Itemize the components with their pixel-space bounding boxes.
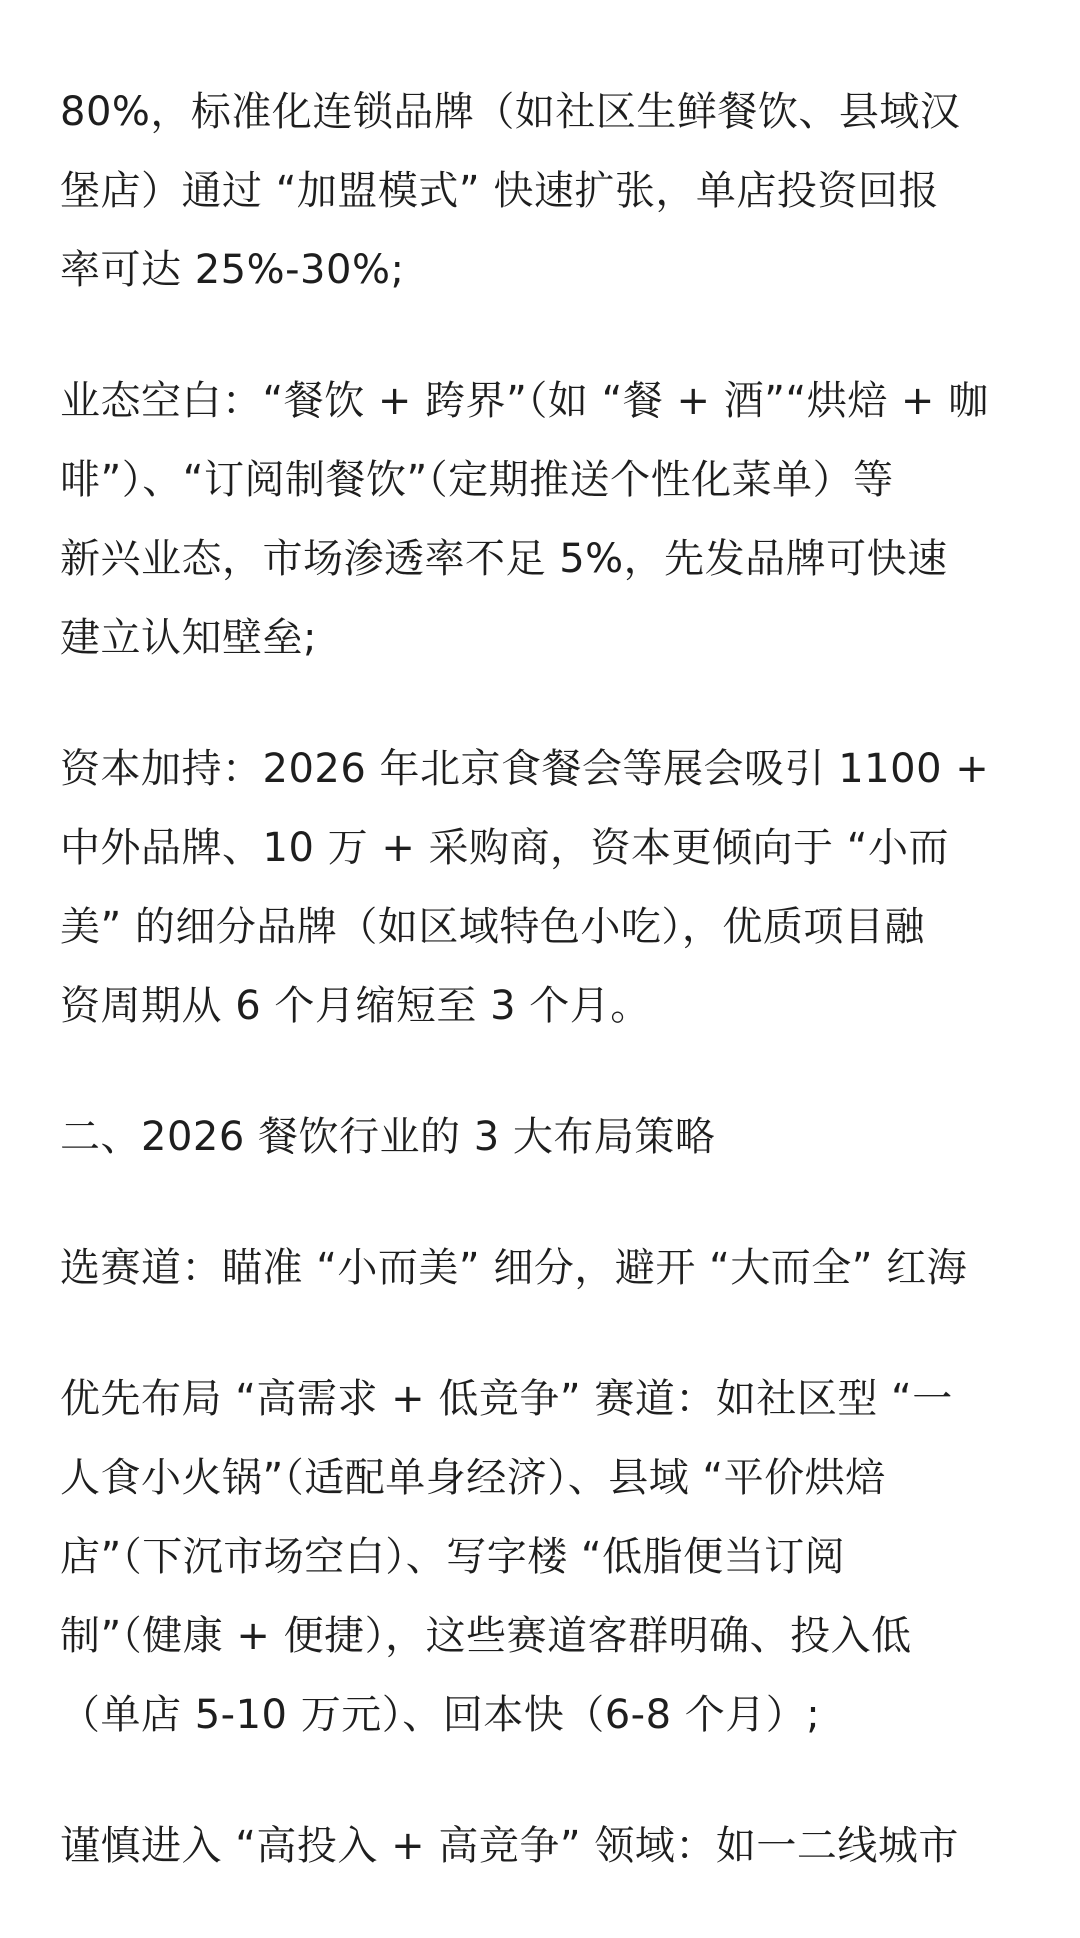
text-line: 选赛道：瞄准 “小而美” 细分，避开 “大而全” 红海 — [60, 1245, 968, 1291]
text-line: 谨慎进入 “高投入 + 高竞争” 领域：如一二线城市 — [60, 1823, 959, 1869]
text-line: 建立认知壁垒; — [60, 615, 317, 661]
paragraph-priority-tracks — [60, 1360, 1020, 1755]
subsection-heading — [60, 1229, 1020, 1308]
paragraph-chain-brands — [60, 73, 1020, 310]
text-line: 啡”）、“订阅制餐饮”（定期推送个性化菜单）等 — [60, 457, 894, 503]
text-line: 80%，标准化连锁品牌（如社区生鲜餐饮、县域汉 — [60, 89, 961, 135]
text-line: 新兴业态，市场渗透率不足 5%，先发品牌可快速 — [60, 536, 948, 582]
paragraph-format-gap — [60, 362, 1020, 678]
text-line: 资本加持：2026 年北京食餐会等展会吸引 1100 + — [60, 746, 990, 792]
text-line: （单店 5-10 万元）、回本快（6-8 个月）; — [60, 1692, 821, 1738]
text-line: 人食小火锅”（适配单身经济）、县域 “平价烘焙 — [60, 1455, 886, 1501]
paragraph-capital — [60, 730, 1020, 1046]
section-heading — [60, 1098, 1020, 1177]
text-line: 中外品牌、10 万 + 采购商，资本更倾向于 “小而 — [60, 825, 949, 871]
text-line: 业态空白：“餐饮 + 跨界”（如 “餐 + 酒”“烘焙 + 咖 — [60, 378, 989, 424]
text-line: 优先布局 “高需求 + 低竞争” 赛道：如社区型 “一 — [60, 1376, 953, 1422]
paragraph-cautious-entry — [60, 1807, 1020, 1886]
text-line: 堡店）通过 “加盟模式” 快速扩张，单店投资回报 — [60, 168, 939, 214]
article-body — [60, 73, 1020, 1938]
text-line: 店”（下沉市场空白）、写字楼 “低脂便当订阅 — [60, 1534, 846, 1580]
text-line: 二、2026 餐饮行业的 3 大布局策略 — [60, 1114, 716, 1160]
text-line: 制”（健康 + 便捷），这些赛道客群明确、投入低 — [60, 1613, 912, 1659]
text-line: 资周期从 6 个月缩短至 3 个月。 — [60, 983, 651, 1029]
text-line: 率可达 25%-30%; — [60, 247, 405, 293]
text-line: 美” 的细分品牌（如区域特色小吃），优质项目融 — [60, 904, 925, 950]
